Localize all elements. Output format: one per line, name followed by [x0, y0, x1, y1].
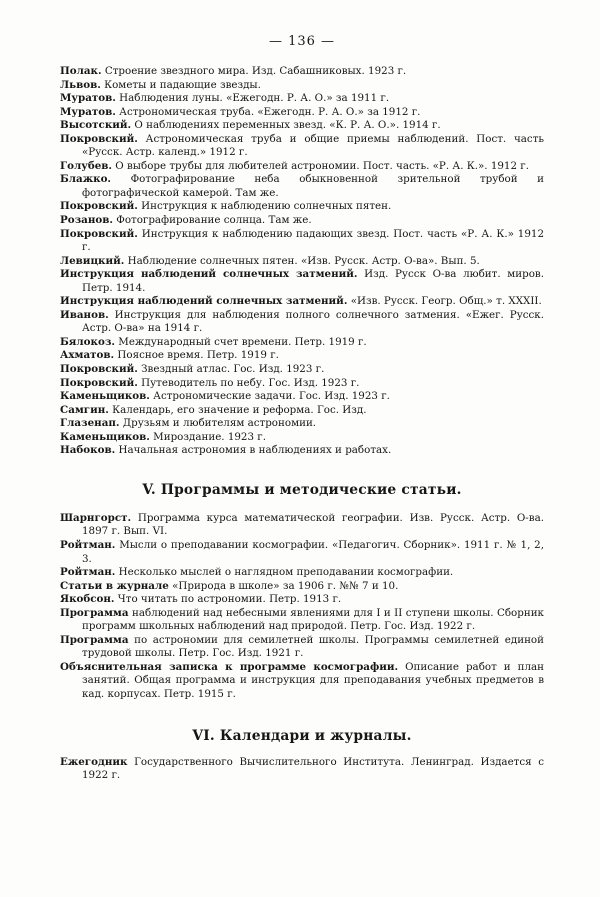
entry-text: Начальная астрономия в наблюдениях и работах. — [118, 444, 392, 457]
bibliography-entry — [60, 512, 544, 539]
entry-author: Покровский. — [60, 132, 138, 145]
bibliography-entry — [60, 65, 544, 79]
entry-author: Ройтман. — [60, 538, 116, 551]
bibliography-entry — [60, 228, 544, 255]
entry-author: Ройтман. — [60, 566, 116, 579]
entry-text: Поясное время. Петр. 1919 г. — [117, 349, 279, 362]
entry-text: Что читать по астрономии. Петр. 1913 г. — [117, 593, 342, 606]
bibliography-entry — [60, 756, 544, 783]
entry-text: Фотографирование неба обыкновенной зрительной трубой и фотографической камерой. Там же. — [82, 173, 544, 199]
entry-author: Объяснительная записка к программе космографии. — [60, 660, 399, 673]
entry-author: Ежегодник — [60, 755, 128, 768]
entry-text: Звездный атлас. Гос. Изд. 1923 г. — [141, 363, 325, 376]
entry-text: О наблюдениях переменных звезд. «К. Р. А. О.». 1914 г. — [134, 119, 441, 132]
entry-text: Наблюдение солнечных пятен. «Изв. Русск. Астр. О-ва». Вып. 5. — [127, 254, 480, 267]
entry-author: Муратов. — [60, 105, 116, 118]
entry-text: «Изв. Русск. Геогр. Общ.» т. XXXII. — [350, 295, 542, 308]
entry-author: Львов. — [60, 78, 101, 91]
entry-text: Программа курса математической географии. Изв. Русск. Астр. О-ва. 1897 г. Вып. VI. — [82, 511, 544, 538]
entry-author: Статьи в журнале — [60, 579, 169, 592]
entry-text: Международный счет времени. Петр. 1919 г. — [118, 335, 367, 348]
entry-text: «Природа в школе» за 1906 г. №№ 7 и 10. — [172, 579, 399, 592]
entry-text: Календарь, его значение и реформа. Гос. Изд. — [112, 403, 367, 416]
entry-text: Мысли о преподавании космографии. «Педагогич. Сборник». 1911 г. № 1, 2, 3. — [82, 538, 544, 565]
bibliography-list-astronomy — [60, 65, 544, 458]
bibliography-entry — [60, 431, 544, 445]
entry-author: Глазенап. — [60, 417, 120, 430]
entry-text: Путеводитель по небу. Гос. Изд. 1923 г. — [141, 376, 360, 389]
entry-text: Инструкция к наблюдению солнечных пятен. — [141, 200, 392, 213]
entry-text: О выборе трубы для любителей астрономии. Пост. часть. «Р. А. К.». 1912 г. — [115, 159, 529, 172]
entry-author: Инструкция наблюдений солнечных затмений. — [60, 268, 358, 281]
bibliography-entry — [60, 566, 544, 580]
entry-author: Иванов. — [60, 308, 109, 321]
bibliography-entry — [60, 607, 544, 634]
bibliography-entry — [60, 309, 544, 336]
bibliography-entry — [60, 634, 544, 661]
entry-text: по астрономии для семилетней школы. Программы семилетней единой трудовой школы. Петр. Гос. Изд. 1921 г. — [82, 633, 544, 660]
bibliography-entry — [60, 92, 544, 106]
bibliography-entry — [60, 417, 544, 431]
bibliography-entry — [60, 377, 544, 391]
entry-text: Строение звездного мира. Изд. Сабашниковых. 1923 г. — [104, 65, 407, 77]
bibliography-entry — [60, 268, 544, 295]
entry-author: Набоков. — [60, 444, 116, 457]
bibliography-entry — [60, 336, 544, 350]
entry-text: Изд. Русск О-ва любит. миров. Петр. 1914. — [82, 268, 544, 294]
bibliography-entry — [60, 349, 544, 363]
bibliography-entry — [60, 539, 544, 566]
entry-author: Самгин. — [60, 403, 109, 416]
entry-text: Астрономическая труба. «Ежегодн. Р. А. О.» за 1912 г. — [119, 105, 421, 118]
bibliography-entry — [60, 661, 544, 702]
entry-text: Инструкция для наблюдения полного солнечного затмения. «Ежег. Русск. Астр. О-ва» на 1914 г. — [82, 308, 544, 335]
bibliography-entry — [60, 363, 544, 377]
entry-author: Блажко. — [60, 173, 112, 186]
bibliography-list-calendars — [60, 756, 544, 783]
page-number: — 136 — — [268, 34, 336, 49]
entry-author: Программа — [60, 633, 129, 646]
bibliography-entry — [60, 160, 544, 174]
entry-author: Высотский. — [60, 119, 132, 132]
section-heading-vi: VI. Календари и журналы. — [192, 727, 412, 744]
entry-text: Описание работ и план занятий. Общая программа и инструкция для преподавания учебных предметов в кад. корпусах. Петр. 1915 г. — [82, 660, 545, 700]
entry-author: Левицкий. — [60, 254, 125, 267]
bibliography-entry — [60, 295, 544, 309]
section-heading-v: V. Программы и методические статьи. — [142, 481, 462, 498]
entry-author: Бялокоз. — [60, 335, 115, 348]
bibliography-entry — [60, 390, 544, 404]
entry-text: Фотографирование солнца. Там же. — [116, 214, 312, 227]
bibliography-entry — [60, 133, 544, 160]
entry-author: Ахматов. — [60, 349, 115, 362]
entry-author: Шарнгорст. — [60, 511, 132, 524]
bibliography-list-programs — [60, 512, 544, 702]
entry-text: Несколько мыслей о наглядном преподавании космографии. — [118, 566, 454, 579]
entry-author: Каменьщиков. — [60, 390, 150, 403]
entry-author: Инструкция наблюдений солнечных затмений. — [60, 295, 348, 308]
entry-text: Мироздание. 1923 г. — [153, 430, 266, 443]
bibliography-entry — [60, 404, 544, 418]
entry-text: Кометы и падающие звезды. — [104, 78, 261, 91]
bibliography-entry — [60, 444, 544, 458]
bibliography-entry — [60, 580, 544, 594]
bibliography-entry — [60, 79, 544, 93]
entry-author: Покровский. — [60, 376, 138, 389]
entry-author: Муратов. — [60, 92, 116, 105]
entry-text: Астрономические задачи. Гос. Изд. 1923 г. — [153, 390, 390, 403]
entry-author: Каменьщиков. — [60, 430, 150, 443]
entry-text: наблюдений над небесными явлениями для I и II ступени школы. Сборник программ школьных наблюдений над природой. Петр. Гос. Изд. 1922 г. — [82, 606, 544, 633]
bibliography-entry — [60, 593, 544, 607]
entry-text: Астрономическая труба и общие приемы наблюдений. Пост. часть «Русск. Астр. календ.» 1912 г. — [82, 132, 544, 159]
entry-author: Покровский. — [60, 200, 138, 213]
entry-text: Инструкция к наблюдению падающих звезд. Пост. часть «Р. А. К.» 1912 г. — [82, 227, 544, 254]
entry-author: Голубев. — [60, 159, 112, 172]
entry-author: Покровский. — [60, 227, 138, 240]
bibliography-entry — [60, 200, 544, 214]
bibliography-entry — [60, 255, 544, 269]
bibliography-entry — [60, 106, 544, 120]
entry-text: Наблюдения луны. «Ежегодн. Р. А. О.» за 1911 г. — [119, 92, 390, 105]
bibliography-entry — [60, 173, 544, 200]
entry-author: Покровский. — [60, 363, 138, 376]
entry-author: Программа — [60, 606, 129, 619]
entry-text: Друзьям и любителям астрономии. — [122, 417, 317, 430]
bibliography-entry — [60, 214, 544, 228]
entry-author: Полак. — [60, 65, 102, 77]
entry-text: Государственного Вычислительного Института. Ленинград. Издается с 1922 г. — [82, 755, 544, 782]
bibliography-entry — [60, 119, 544, 133]
entry-author: Якобсон. — [60, 593, 115, 606]
entry-author: Розанов. — [60, 214, 113, 227]
